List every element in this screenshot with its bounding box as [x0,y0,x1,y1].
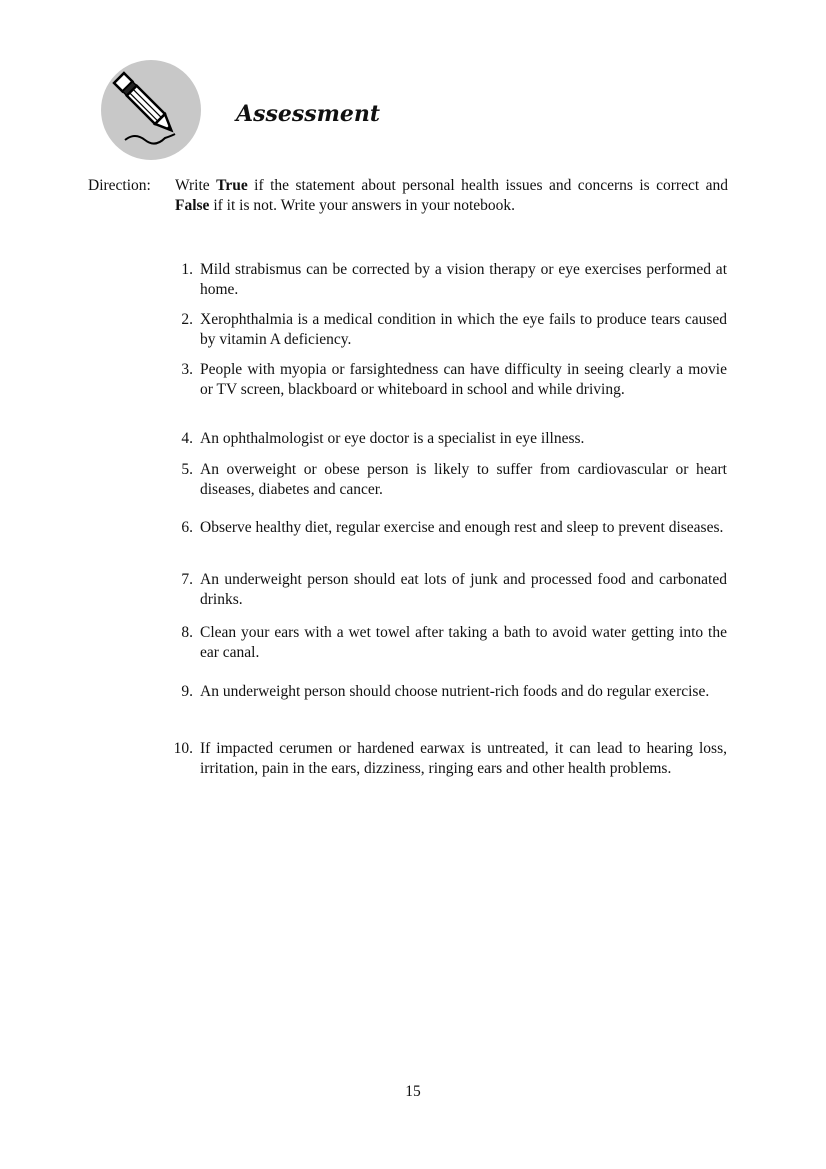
item-text: Clean your ears with a wet towel after taking a bath to avoid water getting into the ear canal. [200,624,727,661]
item-number: 1. [181,261,193,278]
item-number: 9. [181,683,193,700]
assessment-item-3 [160,360,727,399]
item-number: 5. [181,461,193,478]
item-text: An overweight or obese person is likely to suffer from cardiovascular or heart diseases, diabetes and cancer. [200,461,727,498]
item-text: An underweight person should eat lots of junk and processed food and carbonated drinks. [200,571,727,608]
assessment-item-9 [160,682,727,702]
assessment-item-8 [160,623,727,662]
assessment-item-2 [160,310,727,349]
pencil-icon [101,60,201,160]
page-number: 15 [405,1083,421,1100]
item-number: 4. [181,430,193,447]
direction-text-part2: if the statement about personal health issues and concerns is correct and [247,177,728,194]
direction-block [88,176,728,216]
item-text: Xerophthalmia is a medical condition in which the eye fails to produce tears caused by vitamin A deficiency. [200,311,727,348]
direction-text-part1: Write [175,177,217,194]
item-number: 8. [181,624,193,641]
item-text: People with myopia or farsightedness can have difficulty in seeing clearly a movie or TV screen, blackboard or whiteboard in school and while driving. [200,361,727,398]
item-text: Mild strabismus can be corrected by a vision therapy or eye exercises performed at home. [200,261,727,298]
item-number: 10. [173,740,193,757]
assessment-item-1 [160,260,727,299]
item-text: An underweight person should choose nutrient-rich foods and do regular exercise. [200,683,710,700]
item-text: An ophthalmologist or eye doctor is a specialist in eye illness. [200,430,585,447]
item-text: Observe healthy diet, regular exercise and enough rest and sleep to prevent diseases. [200,519,724,536]
true-keyword: True [216,177,248,194]
direction-text-part3: if it is not. Write your answers in your notebook. [209,197,516,214]
false-keyword: False [175,197,210,214]
item-number: 6. [181,519,193,536]
direction-text [175,176,728,216]
assessment-item-6 [160,518,727,538]
assessment-item-7 [160,570,727,609]
assessment-item-10 [160,739,727,778]
item-number: 7. [181,571,193,588]
assessment-icon-badge [101,60,201,160]
item-text: If impacted cerumen or hardened earwax is untreated, it can lead to hearing loss, irritation, pain in the ears, dizziness, ringing ears and other health problems. [200,740,727,777]
direction-label: Direction: [88,177,151,194]
page-title: Assessment [236,101,381,127]
item-number: 3. [181,361,193,378]
item-number: 2. [181,311,193,328]
assessment-item-4 [160,429,727,449]
assessment-item-5 [160,460,727,499]
